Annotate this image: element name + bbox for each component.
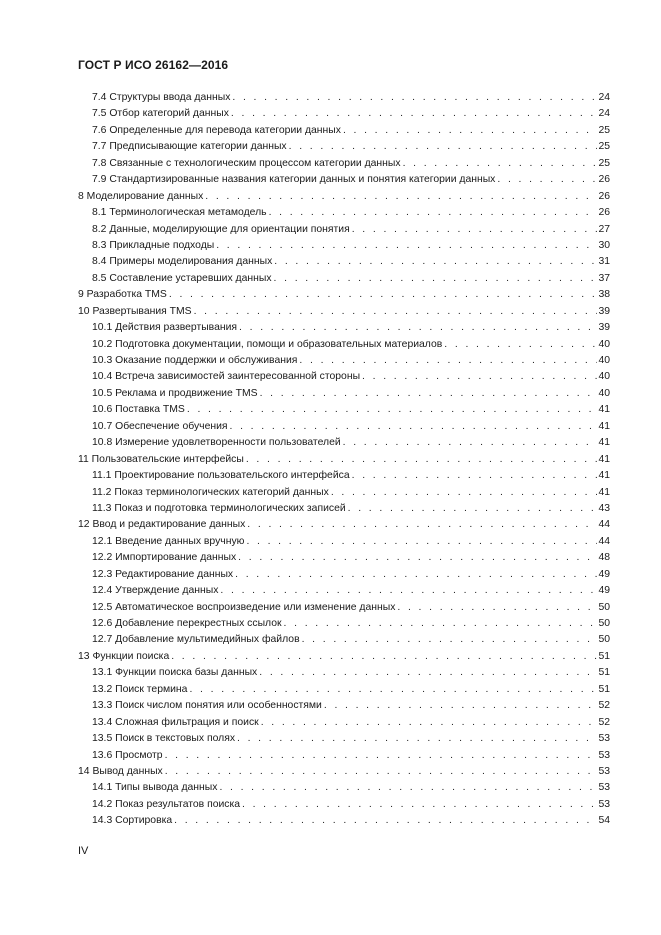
toc-entry[interactable] (78, 780, 610, 796)
toc-entry-page: 53 (598, 782, 610, 794)
toc-entry-title: 12.6 Добавление перекрестных ссылок (92, 618, 282, 629)
toc-entry-title: 7.4 Структуры ввода данных (92, 92, 231, 103)
toc-entry-title: 7.7 Предписывающие категории данных (92, 141, 287, 153)
toc-entry[interactable] (78, 435, 610, 451)
toc-entry[interactable] (78, 139, 610, 155)
toc-dot-leader (497, 172, 597, 188)
toc-dot-leader (246, 452, 598, 468)
toc-entry-page: 54 (598, 815, 610, 827)
toc-entry[interactable] (78, 567, 610, 583)
toc-dot-leader (274, 271, 598, 287)
toc-entry-title: 9 Разработка TMS (78, 289, 167, 301)
toc-entry[interactable] (78, 337, 610, 353)
table-of-contents (78, 90, 610, 830)
toc-entry[interactable] (78, 649, 610, 665)
toc-entry-title: 14.3 Сортировка (92, 815, 173, 827)
toc-entry-title: 7.6 Определенные для перевода категории данных (92, 124, 341, 136)
toc-entry-title: 10.2 Подготовка документации, помощи и образовательных материалов (92, 338, 443, 350)
toc-dot-leader (165, 764, 598, 780)
toc-dot-leader (239, 320, 597, 336)
document-title: ГОСТ Р ИСО 26162—2016 (78, 58, 229, 72)
toc-entry-page: 26 (598, 207, 610, 219)
toc-entry-page: 43 (598, 502, 610, 514)
toc-entry-page: 52 (598, 716, 610, 728)
toc-entry-title: 8.2 Данные, моделирующие для ориентации понятия (92, 223, 350, 235)
toc-dot-leader (261, 715, 598, 731)
toc-dot-leader (219, 780, 597, 796)
toc-entry[interactable] (78, 715, 610, 731)
toc-dot-leader (348, 501, 598, 517)
toc-entry-page: 53 (598, 749, 610, 761)
toc-entry-page: 44 (598, 535, 610, 547)
toc-dot-leader (238, 550, 597, 566)
toc-entry[interactable] (78, 748, 610, 764)
toc-entry[interactable] (78, 698, 610, 714)
toc-entry[interactable] (78, 682, 610, 698)
toc-entry-title: 8.3 Прикладные подходы (92, 239, 215, 251)
toc-entry-title: 13.5 Поиск в текстовых полях (92, 733, 236, 745)
toc-entry[interactable] (78, 222, 610, 238)
toc-entry[interactable] (78, 189, 610, 205)
toc-entry[interactable] (78, 419, 610, 435)
toc-entry-title: 14.1 Типы вывода данных (92, 782, 218, 794)
toc-entry-title: 13 Функции поиска (78, 650, 170, 662)
toc-entry-page: 38 (598, 289, 610, 301)
toc-entry[interactable] (78, 254, 610, 270)
toc-entry-page: 49 (598, 585, 610, 597)
page-number: IV (78, 845, 89, 857)
toc-entry-title: 13.6 Просмотр (92, 749, 163, 761)
toc-dot-leader (269, 205, 598, 221)
toc-entry-page: 51 (598, 683, 610, 695)
toc-entry[interactable] (78, 534, 610, 550)
toc-entry-page: 26 (598, 174, 610, 186)
toc-dot-leader (403, 156, 598, 172)
toc-entry[interactable] (78, 485, 610, 501)
toc-entry[interactable] (78, 797, 610, 813)
toc-entry-page: 30 (598, 239, 610, 251)
toc-dot-leader (237, 731, 597, 747)
toc-entry[interactable] (78, 632, 610, 648)
toc-entry-title: 11.1 Проектирование пользовательского интерфейса (92, 470, 350, 482)
toc-dot-leader (247, 517, 597, 533)
toc-entry[interactable] (78, 156, 610, 172)
toc-entry-title: 12.4 Утверждение данных (92, 585, 219, 597)
toc-entry[interactable] (78, 600, 610, 616)
toc-entry-title: 12.2 Импортирование данных (92, 552, 237, 564)
toc-entry-title: 12.5 Автоматическое воспроизведение или изменение данных (92, 601, 396, 613)
toc-entry-title: 14 Вывод данных (78, 765, 163, 777)
toc-entry-page: 53 (598, 798, 610, 810)
toc-entry[interactable] (78, 731, 610, 747)
toc-entry-title: 13.3 Поиск числом понятия или особенностями (92, 700, 322, 712)
toc-entry-title: 8.4 Примеры моделирования данных (92, 256, 273, 268)
toc-entry[interactable] (78, 501, 610, 517)
toc-entry[interactable] (78, 369, 610, 385)
toc-entry[interactable] (78, 764, 610, 780)
toc-dot-leader (189, 682, 597, 698)
toc-entry[interactable] (78, 583, 610, 599)
toc-entry-page: 40 (598, 387, 610, 399)
toc-entry-page: 25 (598, 157, 610, 169)
toc-dot-leader (235, 567, 597, 583)
toc-dot-leader (171, 649, 597, 665)
toc-entry[interactable] (78, 616, 610, 632)
toc-entry-page: 26 (598, 190, 610, 202)
toc-entry-title: 10 Развертывания TMS (78, 305, 192, 317)
toc-entry-page: 40 (598, 338, 610, 350)
toc-entry-title: 11 Пользовательские интерфейсы (78, 453, 244, 465)
toc-entry[interactable] (78, 123, 610, 139)
toc-entry-page: 40 (598, 371, 610, 383)
toc-entry-page: 25 (598, 124, 610, 136)
toc-dot-leader (165, 748, 598, 764)
toc-dot-leader (194, 304, 598, 320)
toc-dot-leader (397, 600, 597, 616)
toc-entry-title: 10.6 Поставка TMS (92, 404, 185, 416)
toc-entry-page: 39 (598, 305, 610, 317)
toc-entry[interactable] (78, 90, 610, 106)
toc-entry-title: 13.1 Функции поиска базы данных (92, 667, 258, 679)
toc-entry[interactable] (78, 402, 610, 418)
toc-entry-page: 41 (598, 486, 610, 498)
toc-dot-leader (302, 632, 598, 648)
toc-dot-leader (205, 189, 597, 205)
toc-entry-title: 8.5 Составление устаревших данных (92, 272, 272, 284)
toc-entry[interactable] (78, 386, 610, 402)
toc-entry-page: 50 (598, 634, 610, 646)
toc-dot-leader (232, 90, 597, 106)
toc-entry-page: 51 (598, 667, 610, 679)
toc-entry-page: 44 (598, 519, 610, 531)
toc-entry-title: 8.1 Терминологическая метамодель (92, 207, 267, 219)
toc-entry[interactable] (78, 353, 610, 369)
toc-entry[interactable] (78, 271, 610, 287)
toc-dot-leader (444, 337, 597, 353)
toc-dot-leader (352, 222, 598, 238)
toc-entry-title: 7.5 Отбор категорий данных (92, 108, 229, 120)
toc-entry-page: 41 (598, 420, 610, 432)
toc-dot-leader (331, 485, 598, 501)
toc-entry-page: 53 (598, 765, 610, 777)
toc-dot-leader (324, 698, 598, 714)
toc-entry-page: 49 (598, 568, 610, 580)
toc-entry-title: 10.3 Оказание поддержки и обслуживания (92, 355, 298, 366)
toc-entry-page: 48 (598, 552, 610, 564)
toc-entry[interactable] (78, 205, 610, 221)
toc-entry[interactable] (78, 320, 610, 336)
toc-dot-leader (246, 534, 597, 550)
toc-dot-leader (231, 106, 598, 122)
toc-dot-leader (187, 402, 598, 418)
toc-entry-title: 11.3 Показ и подготовка терминологических записей (92, 502, 346, 514)
toc-entry-title: 10.8 Измерение удовлетворенности пользователей (92, 437, 341, 449)
toc-entry-page: 41 (598, 404, 610, 416)
toc-dot-leader (220, 583, 597, 599)
toc-entry[interactable] (78, 106, 610, 122)
toc-entry-page: 24 (598, 92, 610, 103)
toc-entry-page: 37 (598, 272, 610, 284)
toc-dot-leader (174, 813, 597, 829)
toc-entry-title: 12.1 Введение данных вручную (92, 535, 245, 547)
toc-entry[interactable] (78, 172, 610, 188)
toc-dot-leader (343, 123, 597, 139)
toc-entry[interactable] (78, 517, 610, 533)
toc-entry-title: 14.2 Показ результатов поиска (92, 798, 241, 810)
toc-entry-page: 50 (598, 601, 610, 613)
toc-dot-leader (352, 468, 598, 484)
toc-dot-leader (259, 665, 597, 681)
toc-entry-page: 39 (598, 322, 610, 334)
toc-entry-page: 27 (598, 223, 610, 235)
toc-entry-title: 13.2 Поиск термина (92, 683, 188, 695)
toc-entry[interactable] (78, 665, 610, 681)
toc-entry-title: 10.7 Обеспечение обучения (92, 420, 228, 432)
toc-entry-title: 13.4 Сложная фильтрация и поиск (92, 716, 259, 728)
toc-dot-leader (362, 369, 597, 385)
toc-dot-leader (169, 287, 598, 303)
toc-dot-leader (289, 139, 598, 155)
toc-entry-title: 8 Моделирование данных (78, 190, 204, 202)
toc-entry-title: 10.4 Встреча зависимостей заинтересованной стороны (92, 371, 361, 383)
toc-entry-title: 11.2 Показ терминологических категорий данных (92, 486, 329, 498)
toc-entry-title: 12.3 Редактирование данных (92, 568, 234, 580)
toc-dot-leader (260, 386, 598, 402)
toc-entry-title: 10.1 Действия развертывания (92, 322, 238, 334)
toc-entry[interactable] (78, 468, 610, 484)
toc-dot-leader (230, 419, 598, 435)
toc-entry-page: 53 (598, 733, 610, 745)
toc-entry[interactable] (78, 304, 610, 320)
toc-entry-page: 50 (598, 618, 610, 629)
toc-dot-leader (284, 616, 598, 632)
toc-entry-title: 7.9 Стандартизированные названия категории данных и понятия категории данных (92, 174, 496, 186)
toc-entry-page: 40 (598, 355, 610, 366)
toc-entry-page: 31 (598, 256, 610, 268)
toc-entry-page: 52 (598, 700, 610, 712)
toc-entry-title: 12.7 Добавление мультимедийных файлов (92, 634, 300, 646)
toc-dot-leader (216, 238, 597, 254)
toc-dot-leader (274, 254, 597, 270)
toc-entry-page: 24 (598, 108, 610, 120)
toc-entry[interactable] (78, 813, 610, 829)
toc-entry-page: 25 (598, 141, 610, 153)
toc-dot-leader (299, 353, 597, 369)
toc-dot-leader (242, 797, 597, 813)
toc-entry-page: 41 (598, 453, 610, 465)
toc-entry-page: 51 (598, 650, 610, 662)
toc-entry-page: 41 (598, 437, 610, 449)
toc-entry-page: 41 (598, 470, 610, 482)
toc-entry[interactable] (78, 550, 610, 566)
toc-entry-title: 10.5 Реклама и продвижение TMS (92, 387, 258, 399)
toc-entry-title: 12 Ввод и редактирование данных (78, 519, 246, 531)
toc-entry-title: 7.8 Связанные с технологическим процессом категории данных (92, 157, 401, 169)
toc-entry[interactable] (78, 238, 610, 254)
toc-entry[interactable] (78, 287, 610, 303)
toc-entry[interactable] (78, 452, 610, 468)
toc-dot-leader (343, 435, 598, 451)
